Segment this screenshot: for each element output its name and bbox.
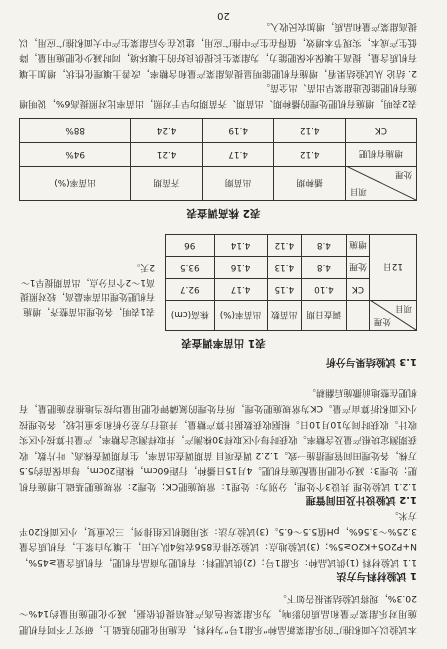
table-cell: 4.12 (274, 143, 346, 167)
section-2-heading: 1.2 试验设计及田间管理 (305, 494, 417, 505)
row-label: 增施有机肥 (346, 143, 417, 167)
conclusion-text: 2. 结论 从试验结果看，增施有机肥能明显提高甜菜产量和含糖率，改善土壤理化性状，增加土壤有机质含量，提高土壤保水保肥能力，为甜菜生长提供良好的土壤环境，同时减少化肥施用量，降低生产成本，实现节本增效，值得在生产中推广应用，建议在今后甜菜生产中大面积推广应用，以提高甜菜产量和品质，增加农民收入。 (19, 21, 417, 79)
table-2-col-header: 出苗率(%) (20, 167, 131, 201)
table-1-col-header: 株高(cm) (166, 301, 215, 331)
section-1-heading: 1 试验材料与方法 (336, 570, 417, 581)
table-cell: 93.5 (166, 257, 215, 279)
table-2-corner (346, 167, 417, 201)
corner-bottom-label: 项目 (395, 304, 412, 314)
table-cell: 4.24 (131, 119, 203, 143)
table-cell: 94% (20, 143, 131, 167)
table-1-col-header: 调查日期 (301, 301, 346, 331)
table-cell: 96 (166, 235, 215, 257)
row-label: CK (346, 119, 417, 143)
table-cell: 4.15 (267, 279, 301, 301)
table-1-note: 表1表明，各处理出苗整齐，增施有机肥处理出苗率最高，较对照提高1～2个百分点，出苗期提早1～2天。 (19, 262, 155, 316)
table-row (20, 119, 417, 143)
table-cell: 4.17 (214, 279, 267, 301)
table-cell: 4.19 (202, 119, 274, 143)
table-cell: 4.8 (301, 257, 346, 279)
table-2-caption: 表2 株高调查表 (186, 207, 261, 219)
intro-block (19, 590, 417, 637)
section-2 (19, 385, 417, 509)
corner-top-label: 处理 (374, 317, 391, 327)
section-2-text: 1.2.1 试验处理 共设3个处理，分别为：处理1：常规施肥CK；处理2：常规施肥基础上增施有机肥；处理3：减少化肥用量配施有机肥。4月15日播种，行距60cm，株距20cm，每亩保苗约5.5万株，各处理田间管理措施一致。1.2.2 调查项目 苗期调查出苗率，生育期调查株高、叶片数，收获期测定块根产量及含糖率。收获时每小区取样30株测产，并取样测定含糖率，产量计算按小区实收计。收获时间为10月10日。根据收获数据计算产糖量，并进行方差分析和多重比较，各处理按小区面积折算亩产量。CK为常规施肥处理，所有处理的氮磷钾化肥用量均按当地推荐施肥量，有机肥在整地前撒施后翻耕。 (19, 387, 417, 492)
table-cell: 4.21 (131, 143, 203, 167)
table-cell: 4.17 (202, 143, 274, 167)
page-number: 20 (217, 10, 230, 21)
table-cell: 92.7 (166, 279, 215, 301)
table-1-col-header: 出苗率(%) (214, 301, 267, 331)
table-2 (19, 118, 417, 201)
row-label: CK (347, 279, 370, 301)
intro-paragraph: 本试验以大面积推广的乐甜菜新品种“乐甜1号”为材料，在施用化肥的基础上，研究了不同有机肥施用对乐甜菜产量和品质的影响，为乐甜菜绿色高产栽培提供依据，减少化肥施用量约14%～20.3%，现将试验结果报告如下。 (19, 592, 417, 635)
section-1 (19, 508, 417, 585)
table-1-caption: 表1 出苗率调查表 (181, 337, 266, 349)
table-1-group-head (347, 301, 370, 331)
table-2-col-header: 播种期 (274, 167, 346, 201)
table-1-col-header: 出苗数 (267, 301, 301, 331)
table-1-corner (370, 301, 417, 331)
section-1-text: 1.1 试验材料 (1)供试品种：乐甜1号；(2)供试肥料：有机肥为商品有机肥，有机质含量≥45%，N+P2O5+K2O≥5%；(3)试验地点：试验安排在856农场4队大田，土壤为白浆土，有机质含量3.25%～3.56%，pH值5.5～6.5。(3)试验方法：采用随机区组排列，三次重复，小区面积20平方米。 (19, 510, 417, 568)
section-3 (19, 356, 417, 371)
table-cell: 4.12 (267, 235, 301, 257)
corner-top-label: 项目 (350, 187, 367, 197)
table-row (20, 143, 417, 167)
table-cell: 4.16 (214, 257, 267, 279)
row-label: 处理 (347, 257, 370, 279)
table-cell: 4.14 (214, 235, 267, 257)
table-2-col-header: 齐苗期 (131, 167, 203, 201)
table-cell: 88% (20, 119, 131, 143)
table-1-note-block (19, 251, 155, 327)
section-3-heading: 1.3 试验结果与分析 (325, 356, 417, 367)
corner-bottom-label: 处理 (395, 170, 412, 180)
conclusion-block (19, 19, 417, 81)
table-cell: 4.10 (301, 279, 346, 301)
row-label: 增施 (347, 235, 370, 257)
table-1-group: 12日 (370, 235, 417, 301)
table-cell: 4.13 (267, 257, 301, 279)
table-2-note-block (19, 80, 417, 111)
table-row (166, 279, 417, 301)
table-2-note: 表2表明，增施有机肥处理的播种期、出苗期、齐苗期均早于对照，出苗率比对照提高6%，说明增施有机肥能促进甜菜早出苗、出全苗。 (19, 82, 417, 109)
table-2-col-header: 出苗期 (202, 167, 274, 201)
table-cell: 4.8 (301, 235, 346, 257)
table-1 (165, 234, 417, 331)
table-cell: 4.12 (274, 119, 346, 143)
